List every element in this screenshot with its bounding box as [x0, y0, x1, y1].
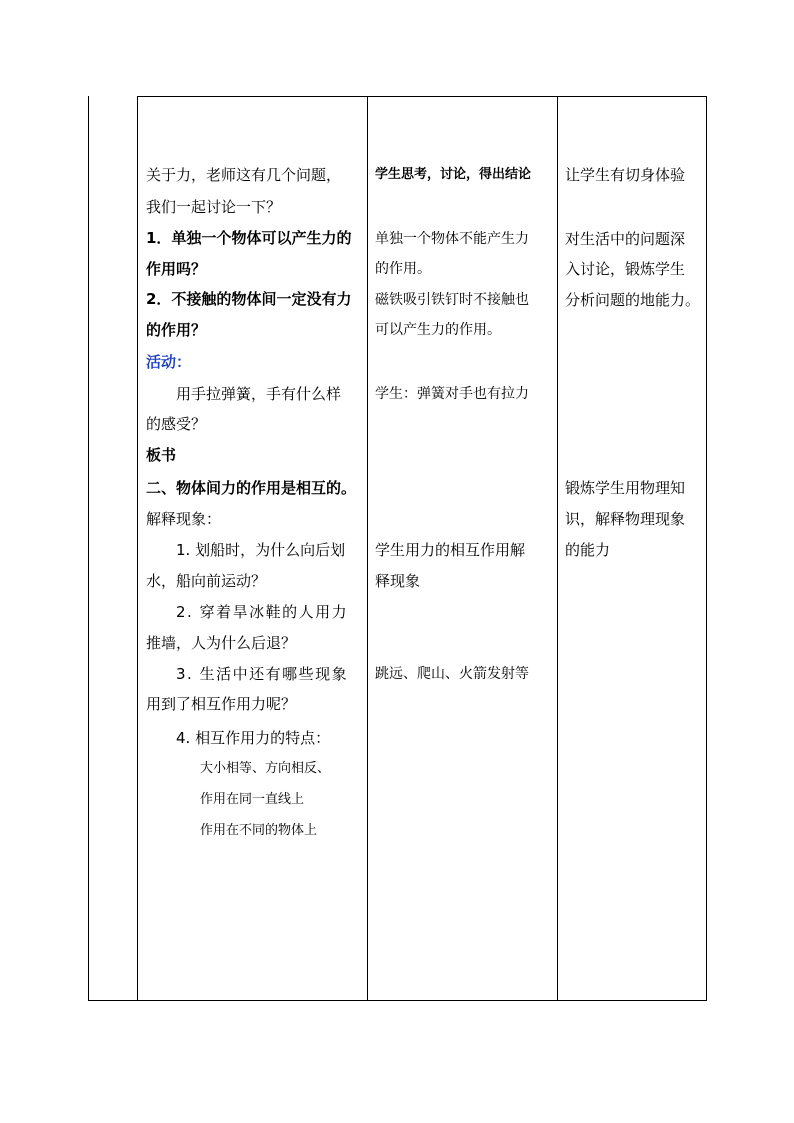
- activity-label: 活动：: [146, 353, 192, 371]
- activity-line-2: 的感受？: [146, 415, 207, 433]
- answer-1-line-2: 的作用。: [375, 261, 431, 277]
- column-divider-2: [557, 96, 558, 1001]
- question-2-line-2: 的作用？: [146, 321, 207, 339]
- table-border-left: [88, 96, 89, 1001]
- question-2-line-1: 2．不接触的物体间一定没有力: [146, 290, 352, 308]
- item-3-line-1: 3. 生活中还有哪些现象: [176, 665, 349, 683]
- table-border-top: [137, 96, 707, 97]
- answer-2-line-2: 可以产生力的作用。: [375, 322, 501, 338]
- feature-2: 作用在同一直线上: [200, 792, 305, 807]
- intent-ability-line-2: 识，解释物理现象: [565, 510, 686, 528]
- student-explain-line-1: 学生用力的相互作用解: [375, 541, 526, 559]
- column-divider-1: [367, 96, 368, 1001]
- item-4: 4. 相互作用力的特点：: [176, 729, 331, 747]
- feature-3: 作用在不同的物体上: [200, 823, 318, 838]
- intent-ability-line-3: 的能力: [565, 541, 611, 559]
- answer-1-line-1: 单独一个物体不能产生力: [375, 231, 529, 247]
- board-label: 板书: [146, 446, 177, 464]
- activity-line-1: 用手拉弹簧，手有什么样: [176, 385, 342, 403]
- table-border-bottom: [88, 1000, 707, 1001]
- intent-experience: 让学生有切身体验: [565, 166, 686, 184]
- intent-discuss-line-2: 入讨论，锻炼学生: [565, 260, 686, 278]
- intent-discuss-line-3: 分析问题的地能力。: [565, 291, 701, 309]
- intro-line-1: 关于力，老师这有几个问题，: [146, 166, 342, 184]
- explain-label: 解释现象：: [146, 510, 222, 528]
- column-divider-0: [137, 96, 138, 1001]
- intent-ability-line-1: 锻炼学生用物理知: [565, 479, 686, 497]
- item-1-line-1: 1. 划船时，为什么向后划: [176, 541, 346, 559]
- heading-mutual-force: 二、物体间力的作用是相互的。: [146, 479, 357, 497]
- intent-discuss-line-1: 对生活中的问题深: [565, 230, 686, 248]
- question-1-line-2: 作用吗？: [146, 260, 207, 278]
- item-2-line-1: 2. 穿着旱冰鞋的人用力: [176, 603, 349, 621]
- table-border-right: [706, 96, 707, 1001]
- student-think: 学生思考，讨论，得出结论: [375, 167, 532, 182]
- item-1-line-2: 水，船向前运动？: [146, 572, 267, 590]
- student-spring-answer: 学生：弹簧对手也有拉力: [375, 386, 529, 402]
- item-2-line-2: 推墙，人为什么后退？: [146, 634, 297, 652]
- student-examples: 跳远、爬山、火箭发射等: [375, 666, 529, 682]
- feature-1: 大小相等、方向相反、: [200, 761, 331, 776]
- intro-line-2: 我们一起讨论一下？: [146, 198, 282, 216]
- student-explain-line-2: 释现象: [375, 572, 421, 590]
- item-3-line-2: 用到了相互作用力呢？: [146, 695, 297, 713]
- question-1-line-1: 1．单独一个物体可以产生力的: [146, 229, 352, 247]
- answer-2-line-1: 磁铁吸引铁钉时不接触也: [375, 292, 529, 308]
